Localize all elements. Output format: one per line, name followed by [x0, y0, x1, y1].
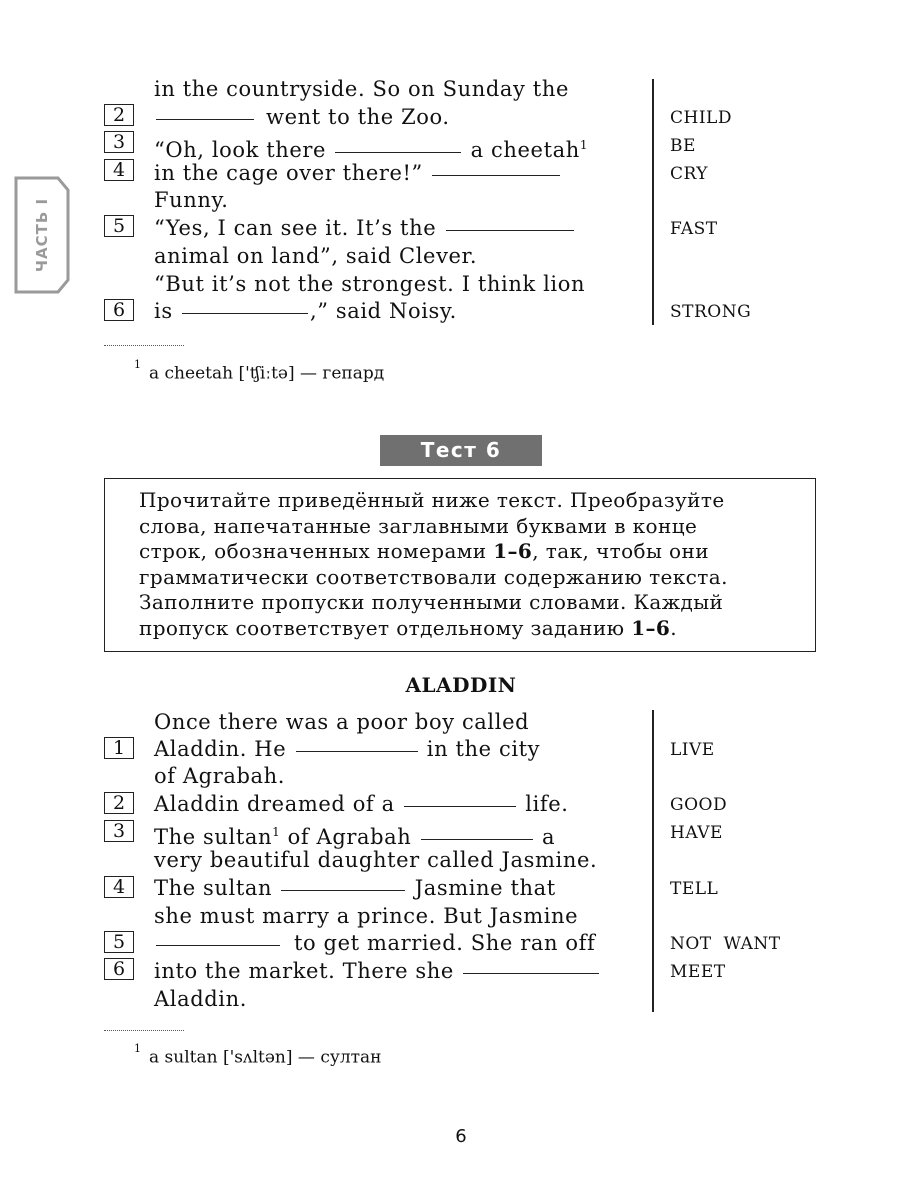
- divider-line-1: [652, 79, 654, 325]
- key-word: TELL: [670, 879, 719, 899]
- item-number-box: 5: [104, 215, 134, 237]
- story-title: ALADDIN: [405, 673, 517, 697]
- instruction-line: строк, обозначенных номерами 1–6, так, чтобы они: [139, 539, 709, 563]
- text-line: Aladdin.: [154, 987, 248, 1011]
- page-number: 6: [455, 1126, 467, 1147]
- divider-line-2: [652, 710, 654, 1012]
- key-word: LIVE: [670, 740, 715, 760]
- text-line: The sultan$^1$ of Agrabah a: [154, 825, 556, 849]
- footnote-separator: [104, 345, 184, 346]
- text-line: very beautiful daughter called Jasmine.: [154, 848, 598, 872]
- footnote: $^1$ a cheetah ['ʧiːtə] — гепард: [134, 358, 385, 384]
- key-word: FAST: [670, 219, 718, 239]
- text-line: into the market. There she: [154, 957, 601, 985]
- answer-blank[interactable]: [296, 751, 418, 752]
- text-line: Aladdin. He in the city: [154, 737, 541, 761]
- instruction-line: Заполните пропуски полученными словами. Каждый: [139, 590, 724, 614]
- footnote-mark: 1: [579, 138, 589, 152]
- item-number-box: 1: [104, 737, 134, 759]
- footnote: $^1$ a sultan ['sʌltən] — султан: [134, 1042, 382, 1068]
- text-line: in the countryside. So on Sunday the: [154, 77, 569, 101]
- text-line: went to the Zoo.: [154, 103, 450, 131]
- answer-blank[interactable]: [404, 806, 516, 807]
- item-number-box: 2: [104, 104, 134, 126]
- answer-blank[interactable]: [421, 839, 533, 840]
- text-line: in the cage over there!”: [154, 159, 562, 187]
- instruction-line: Прочитайте приведённый ниже текст. Преобразуйте: [139, 488, 725, 512]
- instruction-line: грамматически соответствовали содержанию текста.: [139, 564, 728, 589]
- answer-blank[interactable]: [281, 890, 405, 891]
- text-line: “Yes, I can see it. It’s the: [154, 214, 576, 242]
- footnote-separator: [104, 1030, 184, 1031]
- answer-blank[interactable]: [335, 152, 461, 153]
- answer-blank[interactable]: [156, 945, 280, 946]
- text-line: Once there was a poor boy called: [154, 710, 530, 734]
- text-line: Aladdin dreamed of a life.: [154, 792, 569, 816]
- answer-blank[interactable]: [156, 119, 254, 120]
- item-number-box: 6: [104, 958, 134, 980]
- key-word: BE: [670, 136, 696, 156]
- item-number-box: 5: [104, 931, 134, 953]
- key-word: GOOD: [670, 795, 728, 815]
- answer-blank[interactable]: [463, 973, 599, 974]
- answer-blank[interactable]: [432, 175, 560, 176]
- text-line: “But it’s not the strongest. I think lion: [154, 272, 586, 296]
- item-number-box: 4: [104, 876, 134, 898]
- test-title: Тест 6: [380, 435, 542, 466]
- text-line: to get married. She ran off: [154, 929, 595, 957]
- item-number-box: 6: [104, 299, 134, 321]
- key-word: CHILD: [670, 108, 732, 128]
- instruction-line: слова, напечатанные заглавными буквами в конце: [139, 513, 698, 538]
- item-number-box: 2: [104, 792, 134, 814]
- key-word: MEET: [670, 962, 726, 982]
- text-line: The sultan Jasmine that: [154, 876, 556, 900]
- text-line: she must marry a prince. But Jasmine: [154, 904, 579, 928]
- text-line: animal on land”, said Clever.: [154, 244, 478, 268]
- item-number-box: 3: [104, 820, 134, 842]
- text-line: is ,” said Noisy.: [154, 299, 457, 323]
- text-line: of Agrabah.: [154, 764, 286, 788]
- text-line: Funny.: [154, 188, 229, 212]
- answer-blank[interactable]: [182, 313, 308, 314]
- key-word: STRONG: [670, 302, 752, 322]
- side-tab-label: ЧАСТЬ I: [33, 197, 51, 273]
- text-line: “Oh, look there a cheetah$^1$: [154, 138, 589, 162]
- footnote-mark: 1: [272, 825, 281, 839]
- instructions-box: [104, 478, 816, 652]
- answer-blank[interactable]: [446, 230, 574, 231]
- key-word: HAVE: [670, 823, 723, 843]
- instruction-line: пропуск соответствует отдельному заданию 1–6.: [139, 615, 678, 640]
- item-number-box: 3: [104, 131, 134, 153]
- item-number-box: 4: [104, 159, 134, 181]
- key-word: CRY: [670, 164, 709, 184]
- key-word: NOT WANT: [670, 934, 781, 954]
